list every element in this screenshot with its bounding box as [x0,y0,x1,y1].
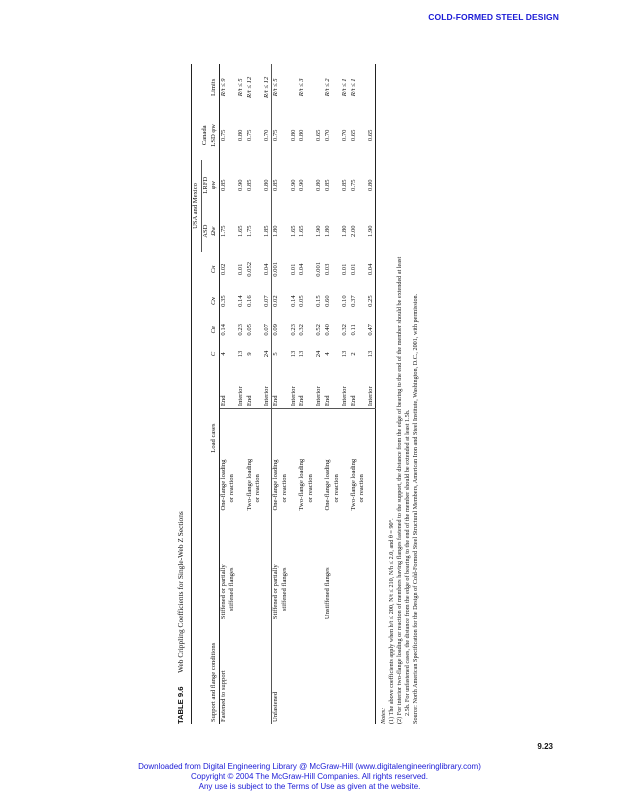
case-cell: Interior [341,364,350,409]
load-cell-line2: or reaction [228,474,236,503]
support-cell [290,621,299,724]
lsd-value: 0.70 [341,129,349,142]
asd-value: 1.75 [219,225,227,237]
footer-line-3: Any use is subject to the Terms of Use as given at the website. [198,782,421,791]
table-row [246,64,263,724]
lrfd-value: 0.85 [245,179,253,191]
lsd-value: 0.80 [298,129,306,142]
case-cell: End [272,364,290,409]
cr-value: 0.09 [272,315,290,344]
cn-value: 0.37 [349,295,357,307]
cr-value: 0.47 [366,324,374,336]
table-row [263,64,272,724]
c-value: 13 [289,350,297,358]
flange-cell [219,513,237,622]
load-cell [315,409,324,513]
load-cell-line2: or reaction [358,474,366,503]
cn-value: 0.10 [341,295,349,307]
flange-cell [367,513,376,622]
lsd-value: 0.80 [289,129,297,142]
cr-value: 0.40 [323,324,331,336]
table-row [350,64,367,724]
table-notes [380,64,420,724]
limits-value: R/t ≤ 1 [341,78,349,97]
header-ch: Cʜ [192,252,220,287]
asd-value: 2.00 [349,225,357,237]
running-header: COLD-FORMED STEEL DESIGN [428,12,559,22]
page-number: 9.23 [537,742,553,751]
flange-cell [290,513,299,622]
note-2a: (2) For interior two-flange loading or reaction of members having flanges fastened to the support, the distance from the edge of bearing to the end of the member should be extended at least [396,256,404,724]
lsd-value: 0.65 [315,129,323,142]
lrfd-value: 0.75 [349,179,357,191]
flange-cell-line1: Stiffened or partially [272,564,280,620]
lrfd-value: 0.85 [219,179,227,191]
lrfd-value: 0.80 [366,179,374,191]
support-cell [350,621,367,724]
cr-value: 0.07 [262,324,270,336]
lsd-value: 0.70 [323,129,331,142]
load-cell [367,409,376,513]
footer-line-1: Downloaded from Digital Engineering Library @ McGraw-Hill (www.digitalengineeringlibrary.com) [138,762,481,771]
asd-value: 1.75 [245,225,253,237]
cn-value: 0.60 [323,295,331,307]
load-cell [298,409,315,513]
c-value: 24 [262,350,270,358]
flange-cell-line2: stiffened flanges [228,567,236,612]
lsd-value: 0.65 [349,129,357,142]
table-caption [176,64,185,724]
lrfd-value: 0.85 [341,179,349,191]
load-cell [324,409,341,513]
table-row [298,64,315,724]
asd-value: 1.80 [341,225,349,237]
footer-line-2: Copyright © 2004 The McGraw-Hill Companies. All rights reserved. [191,772,428,781]
ch-value: 0.04 [366,263,374,276]
support-cell [298,621,315,724]
load-cell-line1: Two-flange loading [298,458,306,511]
note-2b: 2.5h. For unfastened cases, the distance from the edge of bearing to the end of the member should be extended at least 1.5h. [404,409,412,716]
asd-value: 1.90 [315,225,323,237]
flange-cell [298,513,315,622]
header-support: Support and flange conditions [192,513,220,724]
c-value: 9 [245,352,253,356]
case-cell: Interior [237,364,246,409]
lsd-value: 0.75 [219,129,227,142]
header-phi: φw [210,181,218,190]
ch-value: 0.001 [272,252,290,287]
cr-value: 0.23 [236,324,244,336]
case-cell: End [246,364,263,409]
c-value: 4 [219,352,227,356]
cn-value: 0.35 [219,295,227,307]
table-row [315,64,324,724]
load-cell [246,409,263,513]
case-cell: End [350,364,367,409]
flange-cell [341,513,350,622]
asd-value: 1.80 [323,225,331,237]
cr-value: 0.11 [349,324,357,336]
flange-cell-line1: Unstiffened flanges [323,567,331,620]
limits-value [290,64,299,111]
case-cell: Interior [367,364,376,409]
load-cell [237,409,246,513]
flange-cell-line2: stiffened flanges [280,567,288,612]
load-cell-line1: One-flange loading [219,459,227,511]
load-cell-line1: One-flange loading [323,459,331,511]
table-body [219,64,376,724]
ch-value: 0.01 [289,263,297,276]
load-cell-line1: Two-flange loading [349,458,357,511]
limits-value: R/t ≤ 1 [349,78,357,97]
cn-value: 0.15 [315,295,323,307]
lsd-value: 0.70 [262,129,270,142]
load-cell-line2: or reaction [332,474,340,503]
support-cell [246,621,263,724]
flange-cell-line1: Stiffened or partially [219,564,227,620]
asd-value: 1.65 [236,225,244,237]
notes-label: Notes: [380,707,388,724]
lsd-value: 0.65 [366,129,374,142]
ch-value: 0.052 [245,261,253,277]
table-row [367,64,376,724]
limits-value: R/t ≤ 3 [298,78,306,97]
header-limits: Limits [192,64,220,111]
c-value: 13 [366,350,374,358]
load-cell [290,409,299,513]
table-row [272,64,290,724]
limits-value [367,64,376,111]
case-cell: End [298,364,315,409]
lrfd-value: 0.85 [272,160,290,210]
support-cell: Unfastened [272,621,290,724]
lrfd-value: 0.90 [289,179,297,191]
header-c: C [192,344,220,364]
asd-value: 1.85 [262,225,270,237]
c-value: 24 [315,350,323,358]
support-cell: Fastened to support [219,670,227,722]
ch-value: 0.03 [323,263,331,276]
ch-value: 0.02 [219,263,227,276]
cn-value: 0.02 [272,287,290,316]
lrfd-value: 0.90 [236,179,244,191]
lrfd-value: 0.85 [323,179,331,191]
header-lsd: LSD φw [210,123,218,147]
header-omega: Ωw [210,226,218,236]
lrfd-value: 0.90 [298,179,306,191]
c-value: 13 [341,350,349,358]
c-value: 5 [272,344,290,364]
cr-value: 0.05 [245,324,253,336]
limits-value: R/t ≤ 2 [323,78,331,97]
cr-value: 0.14 [219,324,227,336]
case-cell: Interior [263,364,272,409]
load-cell-line2: or reaction [254,474,262,503]
lsd-value: 0.75 [245,129,253,142]
flange-cell [246,513,263,622]
ch-value: 0.001 [315,261,323,277]
cr-value: 0.32 [341,324,349,336]
load-cell [263,409,272,513]
load-cell-line1: Two-flange loading [245,458,253,511]
ch-value: 0.04 [262,263,270,276]
ch-value: 0.04 [298,263,306,276]
flange-cell [237,513,246,622]
table-title: Web Crippling Coefficients for Single-Web Z Sections [176,511,185,673]
header-lrfd: LRFD [201,176,209,194]
case-cell: End [219,364,237,409]
support-cell [324,621,341,724]
load-cell [350,409,367,513]
header-canada: Canada [201,125,209,146]
lsd-value: 0.75 [272,111,290,160]
limits-value: R/t ≤ 5 [236,78,244,97]
load-cell-line2: or reaction [280,474,288,503]
cr-value: 0.23 [289,324,297,336]
limits-value [315,64,324,111]
cn-value: 0.14 [236,295,244,307]
table-row [237,64,246,724]
header-cn: Cɴ [192,287,220,316]
c-value: 4 [323,352,331,356]
support-cell [263,621,272,724]
header-blank [192,111,202,160]
asd-value: 1.65 [289,225,297,237]
c-value: 2 [349,352,357,356]
note-source: Source: North American Specification for the Design of Cold-Formed Steel Structural Members, American Iron and Steel Institute, Washington, D.C., 2001, with permission. [412,293,420,724]
flange-cell [324,513,341,622]
cn-value: 0.05 [298,295,306,307]
case-cell: Interior [290,364,299,409]
cr-value: 0.52 [315,324,323,336]
ch-value: 0.01 [341,263,349,276]
asd-value: 1.80 [272,210,290,252]
load-cell-line1: One-flange loading [272,459,280,511]
limits-value: R/t ≤ 9 [219,78,227,97]
limits-value: R/t ≤ 12 [245,76,253,98]
header-load-cases: Load cases [192,364,220,513]
asd-value: 1.65 [298,225,306,237]
header-asd: ASD [201,224,209,238]
cn-value: 0.07 [262,295,270,307]
table-row [290,64,299,724]
support-cell [367,621,376,724]
load-cell [341,409,350,513]
flange-cell [263,513,272,622]
download-footer [0,762,619,792]
table-row [341,64,350,724]
flange-cell [272,513,290,622]
web-crippling-table [191,64,376,724]
flange-cell [350,513,367,622]
limits-value: R/t ≤ 5 [272,64,290,111]
cn-value: 0.14 [289,295,297,307]
c-value: 13 [236,350,244,358]
limits-value: R/t ≤ 12 [262,76,270,98]
note-1: (1) The above coefficients apply when h/t ≤ 200, N/t ≤ 210, N/h ≤ 2.0, and θ = 90°. [388,518,396,724]
c-value: 13 [298,350,306,358]
table-row [219,64,237,724]
case-cell: Interior [315,364,324,409]
load-cell [272,409,290,513]
load-cell-line2: or reaction [306,474,314,503]
case-cell: End [324,364,341,409]
lrfd-value: 0.80 [262,179,270,191]
load-cell [219,409,237,513]
cn-value: 0.25 [366,295,374,307]
support-cell [315,621,324,724]
header-usa-mexico: USA and Mexico [192,160,202,252]
table-number: TABLE 9.6 [176,686,185,724]
support-cell [237,621,246,724]
flange-cell [315,513,324,622]
cn-value: 0.16 [245,295,253,307]
header-cr: Cʀ [192,315,220,344]
rotated-table-block [176,64,448,724]
asd-value: 1.90 [366,225,374,237]
lrfd-value: 0.80 [315,179,323,191]
ch-value: 0.01 [236,263,244,276]
lsd-value: 0.80 [236,129,244,142]
ch-value: 0.01 [349,263,357,276]
table-row [324,64,341,724]
cr-value: 0.32 [298,324,306,336]
support-cell [341,621,350,724]
